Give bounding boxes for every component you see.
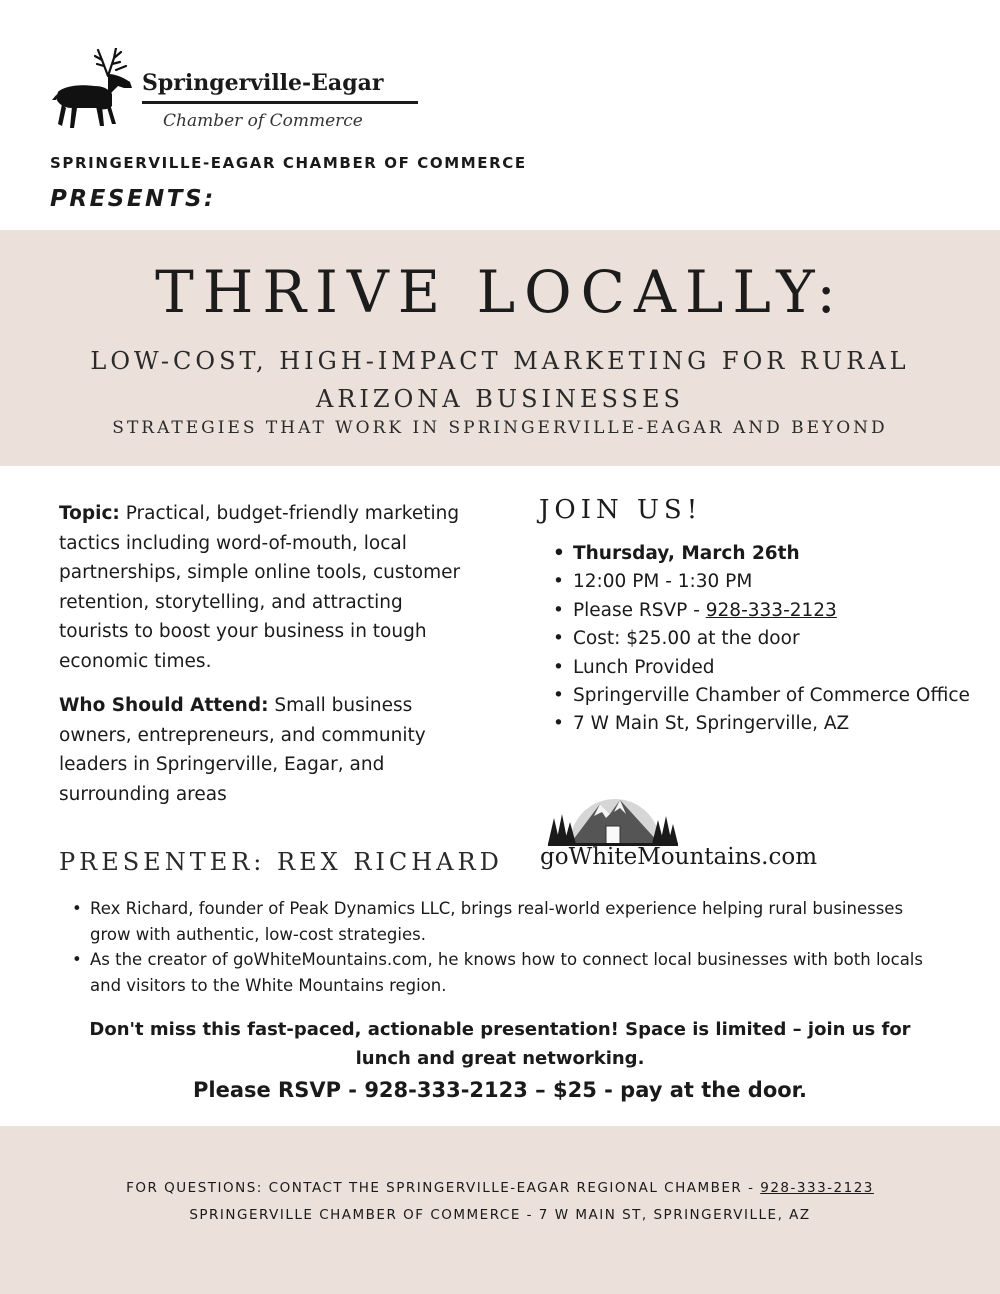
- event-lunch: • Lunch Provided: [553, 654, 973, 682]
- topic-label: Topic:: [59, 503, 120, 524]
- event-venue: • Springerville Chamber of Commerce Office: [553, 682, 973, 710]
- presenter-heading: PRESENTER: REX RICHARD: [59, 848, 503, 876]
- event-address: • 7 W Main St, Springerville, AZ: [553, 710, 973, 738]
- rsvp-summary: Please RSVP - 928-333-2123 – $25 - pay at the door.: [192, 1078, 808, 1102]
- presenter-bio-item: • Rex Richard, founder of Peak Dynamics LLC, brings real-world experience helping rural businesses grow with authentic, low-cost strategies.: [72, 896, 942, 947]
- topic-paragraph: [59, 499, 464, 676]
- footer-contact-text: FOR QUESTIONS: CONTACT THE SPRINGERVILLE-EAGAR REGIONAL CHAMBER -: [126, 1180, 761, 1196]
- presenter-bio-item: • As the creator of goWhiteMountains.com, he knows how to connect local businesses with both locals and visitors to the White Mountains region.: [72, 947, 942, 998]
- logo-divider: [142, 101, 418, 104]
- footer-contact: [0, 1180, 1000, 1196]
- event-info-list: [553, 540, 973, 739]
- rsvp-label: Please RSVP -: [573, 599, 706, 621]
- footer-phone-link[interactable]: 928-333-2123: [760, 1180, 874, 1196]
- organizer-name: SPRINGERVILLE-EAGAR CHAMBER OF COMMERCE: [50, 154, 527, 172]
- mountain-icon: [548, 788, 678, 846]
- event-details: [59, 499, 464, 824]
- footer-band: [0, 1126, 1000, 1294]
- event-tagline: STRATEGIES THAT WORK IN SPRINGERVILLE-EAGAR AND BEYOND: [112, 418, 888, 438]
- event-cost: • Cost: $25.00 at the door: [553, 625, 973, 653]
- gowhitemountains-logo: [540, 788, 820, 878]
- gowhitemountains-text: goWhiteMountains.com: [540, 844, 818, 870]
- topic-text: Practical, budget-friendly marketing tactics including word-of-mouth, local partnerships, simple online tools, customer retention, storytelling, and attracting tourists to boost your business in tough economic times.: [59, 503, 461, 672]
- join-us-heading: JOIN US!: [539, 495, 703, 525]
- call-to-action: Don't miss this fast-paced, actionable presentation! Space is limited – join us for lunch and great networking.: [89, 1019, 911, 1069]
- event-date: • Thursday, March 26th: [553, 540, 973, 568]
- audience-paragraph: [59, 691, 464, 809]
- hero-band: [0, 230, 1000, 466]
- event-subtitle: LOW-COST, HIGH-IMPACT MARKETING FOR RURAL ARIZONA BUSINESSES: [90, 347, 910, 413]
- audience-text: Small business owners, entrepreneurs, and community leaders in Springerville, Eagar, and surrounding areas: [59, 695, 426, 805]
- event-rsvp: [553, 597, 973, 625]
- logo-subtitle: Chamber of Commerce: [163, 111, 363, 131]
- rsvp-phone-link[interactable]: 928-333-2123: [705, 599, 837, 621]
- presents-heading: PRESENTS:: [50, 186, 216, 212]
- presenter-bio-list: [72, 896, 942, 998]
- audience-label: Who Should Attend:: [59, 695, 269, 716]
- elk-icon: [50, 48, 142, 130]
- logo-name: Springerville-Eagar: [142, 70, 384, 96]
- chamber-logo: [50, 48, 430, 138]
- footer-address: SPRINGERVILLE CHAMBER OF COMMERCE - 7 W MAIN ST, SPRINGERVILLE, AZ: [189, 1207, 811, 1223]
- event-title: THRIVE LOCALLY:: [155, 258, 845, 326]
- event-time: • 12:00 PM - 1:30 PM: [553, 568, 973, 596]
